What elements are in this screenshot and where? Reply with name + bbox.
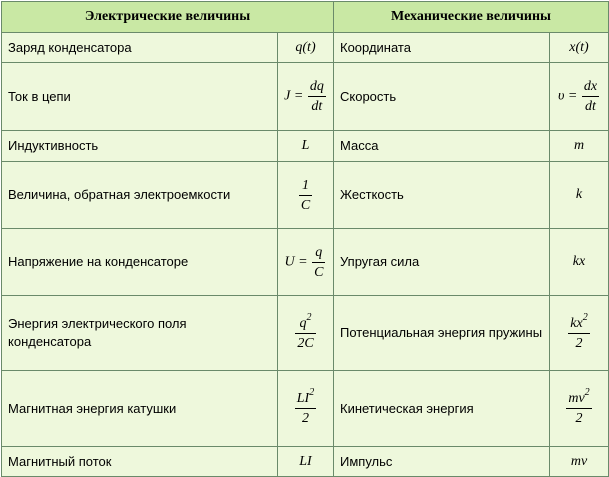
mechanical-formula: mv [550,447,609,477]
electric-quantity-name: Магнитная энергия катушки [2,371,278,447]
mechanical-quantity-name: Жесткость [334,162,550,229]
fraction [295,311,315,352]
numerator-exponent: 2 [309,387,315,398]
fraction-numerator [295,387,316,409]
electric-formula [278,229,334,296]
fraction-numerator: 1 [299,177,312,196]
electric-quantity-name: Энергия электрического поля конденсатора [2,296,278,371]
fraction [299,177,312,214]
fraction [566,387,591,427]
electric-quantity-name: Магнитный поток [2,447,278,477]
electric-formula [278,63,334,131]
fraction-denominator: 2 [301,411,309,426]
mechanical-quantity-name: Упругая сила [334,229,550,296]
electric-formula [278,296,334,371]
mechanical-formula: m [550,131,609,162]
mechanical-quantity-name: Координата [334,33,550,63]
fraction-denominator: 2 [575,335,583,351]
fraction-denominator: 2C [297,335,314,351]
mechanical-formula: x(t) [550,33,609,63]
mechanical-quantity-name: Масса [334,131,550,162]
mechanical-formula [550,296,609,371]
electric-formula [278,162,334,229]
fraction-numerator [568,311,589,334]
fraction [568,311,589,352]
fraction-denominator: 2 [575,411,583,426]
electric-quantity-name: Заряд конденсатора [2,33,278,63]
fraction [308,78,326,115]
fraction [582,78,599,115]
fraction-numerator: q [312,244,325,263]
mechanical-formula [550,63,609,131]
formula-lhs: J = [284,88,304,104]
numerator-base: q [299,315,307,331]
numerator-exponent: 2 [582,311,588,323]
analogy-table [1,1,609,477]
numerator-base: kx [570,315,583,331]
electric-quantity-name: Индуктивность [2,131,278,162]
fraction-denominator: dt [584,99,596,114]
table-row [2,371,609,447]
mechanical-quantity-name: Скорость [334,63,550,131]
fraction-numerator [295,311,315,334]
fraction-denominator: dt [311,99,323,114]
formula-lhs: U = [284,254,308,269]
fraction [295,387,316,427]
header-row [2,2,609,33]
electric-quantity-name: Напряжение на конденсаторе [2,229,278,296]
table-row [2,296,609,371]
formula-lhs: υ = [557,88,578,104]
electric-header: Электрические величины [2,2,334,33]
mechanical-formula: k [550,162,609,229]
table-row [2,33,609,63]
fraction-numerator [566,387,591,409]
numerator-base: mv [568,391,585,406]
mechanical-quantity-name: Потенциальная энергия пружины [334,296,550,371]
fraction [312,244,325,281]
numerator-exponent: 2 [306,311,312,323]
electric-quantity-name: Величина, обратная электроемкости [2,162,278,229]
mechanical-formula [550,371,609,447]
numerator-exponent: 2 [584,387,590,398]
electric-formula [278,371,334,447]
fraction-numerator: dx [582,78,599,97]
electric-formula: q(t) [278,33,334,63]
mechanical-formula: kx [550,229,609,296]
fraction-numerator: dq [308,78,326,97]
fraction-denominator: C [300,197,311,213]
mechanical-quantity-name: Кинетическая энергия [334,371,550,447]
electric-formula: LI [278,447,334,477]
table-row [2,63,609,131]
electric-formula: L [278,131,334,162]
table-row [2,131,609,162]
mechanical-header: Механические величины [334,2,609,33]
mechanical-quantity-name: Импульс [334,447,550,477]
electric-quantity-name: Ток в цепи [2,63,278,131]
fraction-denominator: C [314,264,324,280]
table-row [2,229,609,296]
table-row [2,447,609,477]
numerator-base: LI [296,391,310,406]
table-row [2,162,609,229]
